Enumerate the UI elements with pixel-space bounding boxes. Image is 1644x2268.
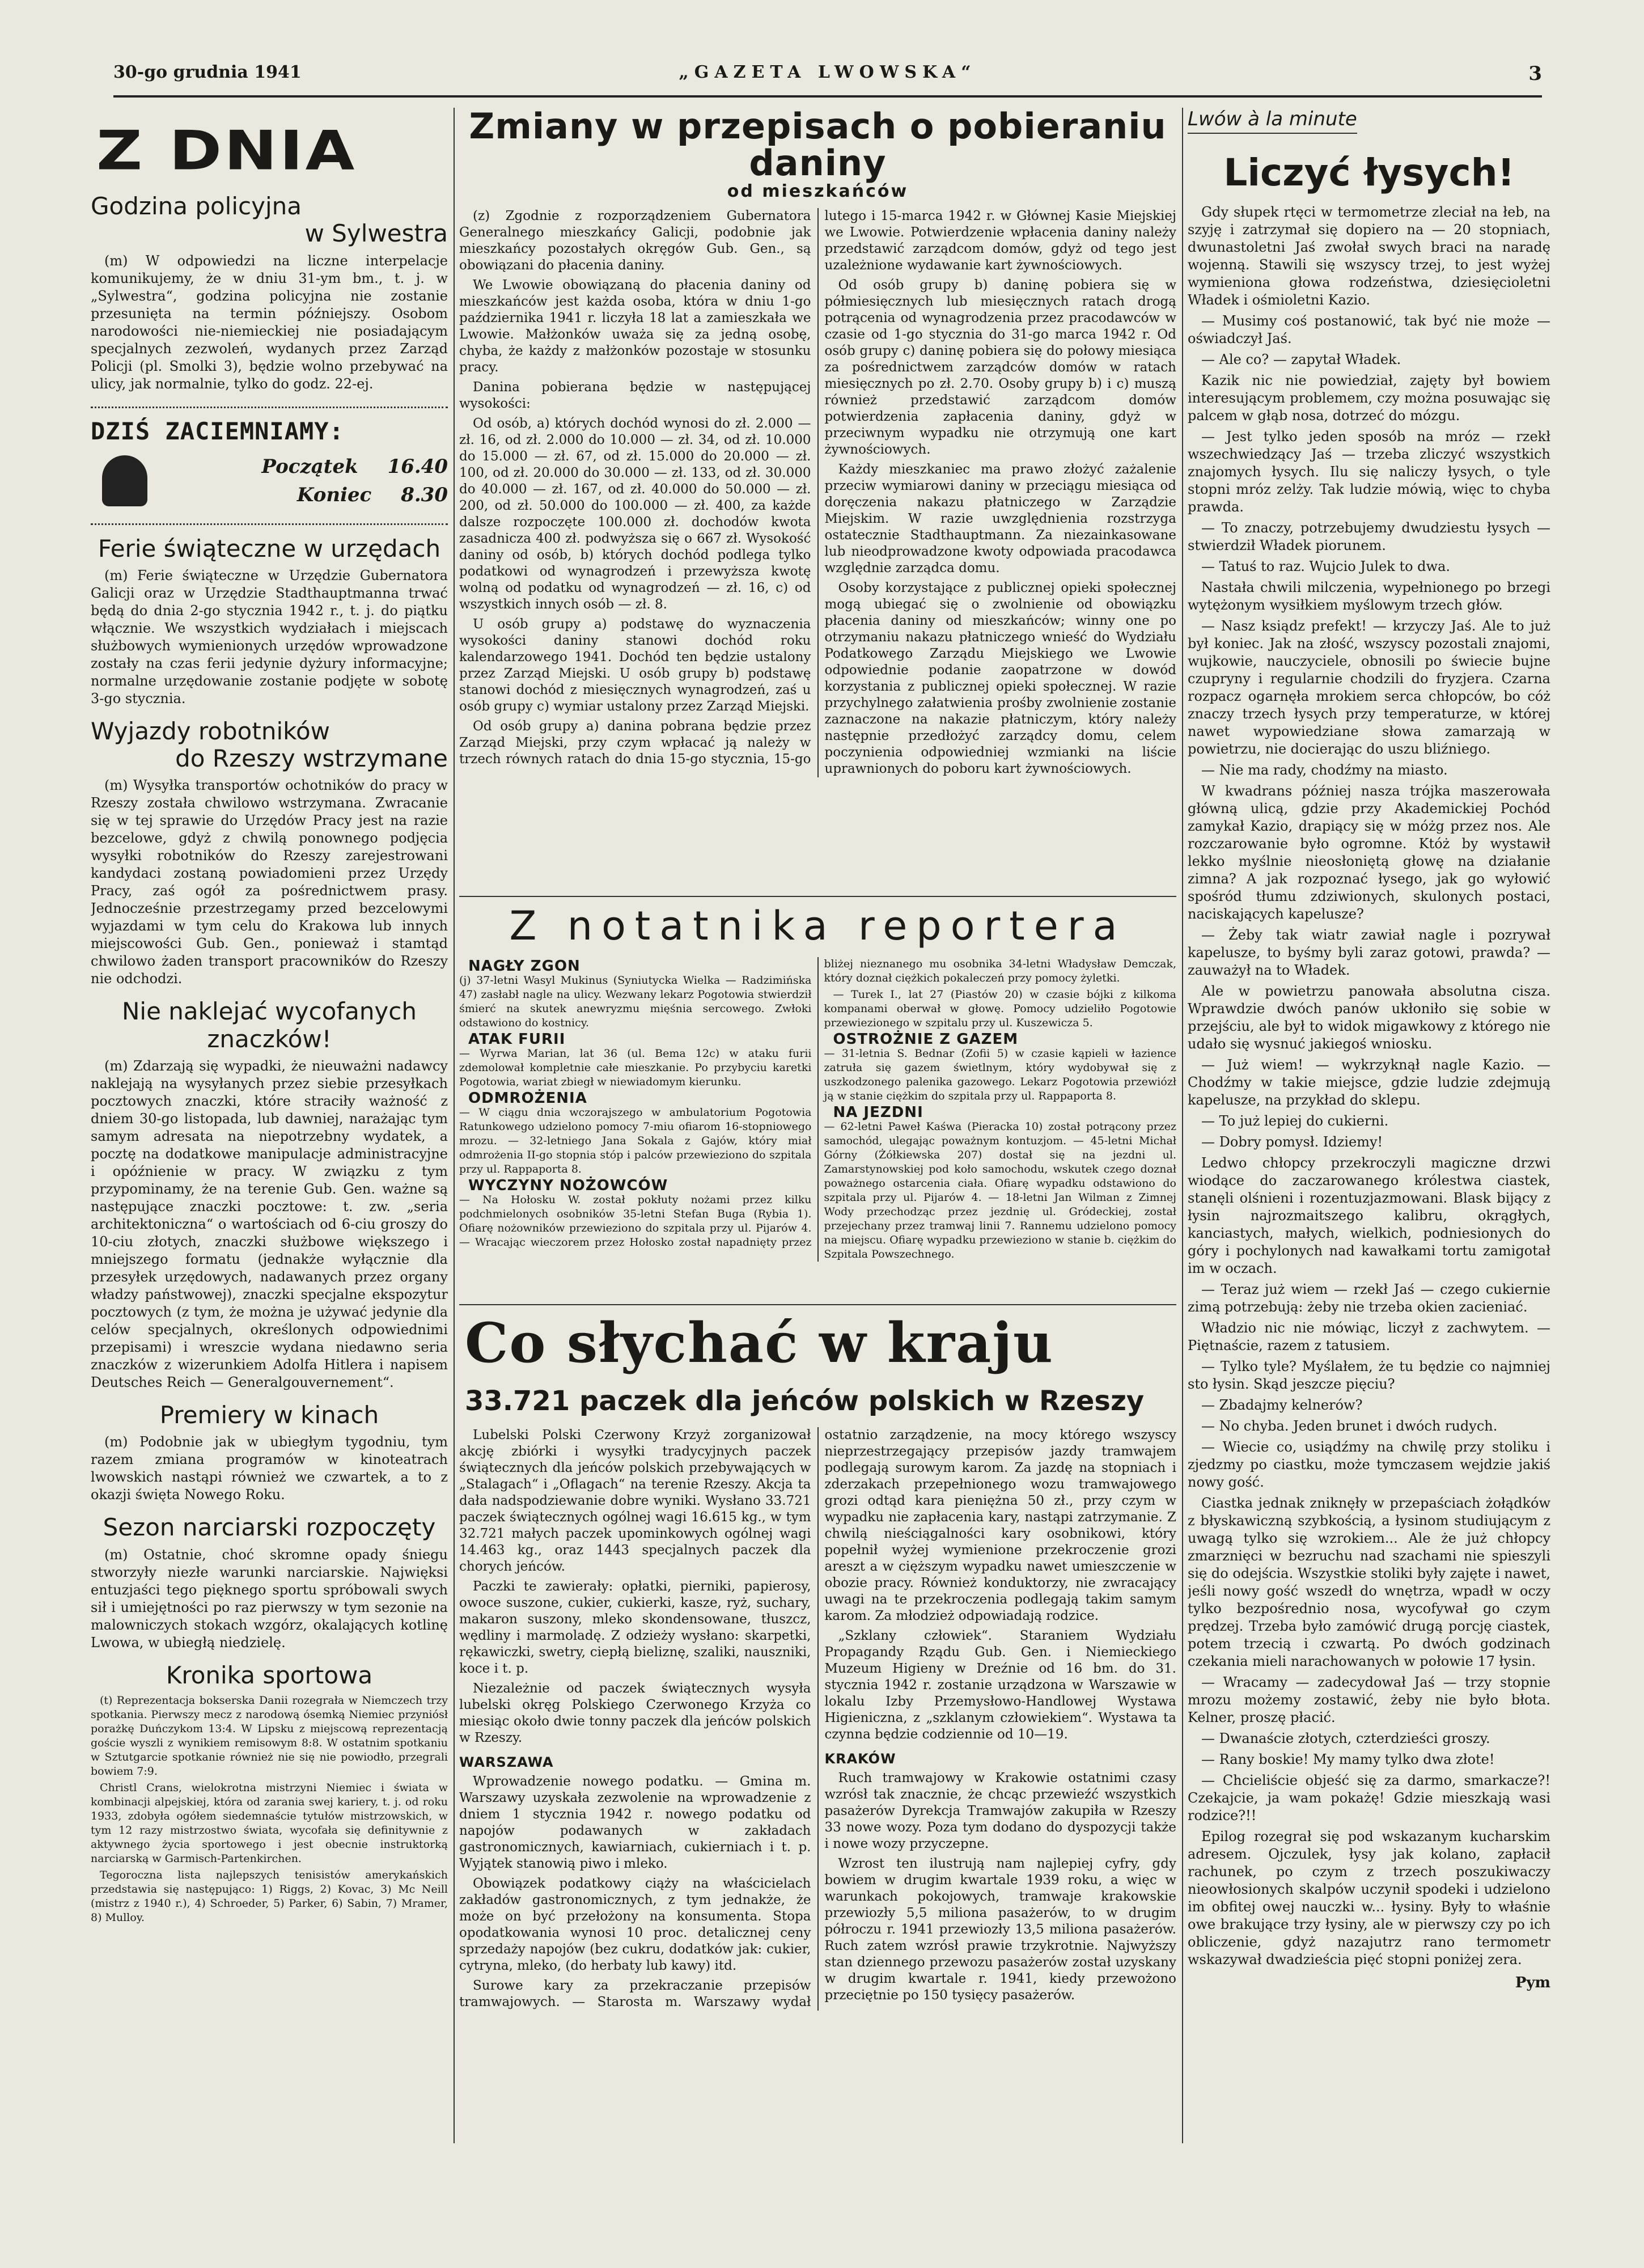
paragraph: — Rany boskie! My mamy tylko dwa złote! — [1201, 1751, 1495, 1767]
note-heading: ATAK FURII — [468, 1031, 566, 1048]
paragraph: — Dwanaście złotych, czterdzieści groszy. — [1201, 1730, 1490, 1746]
reporter-notes — [459, 890, 1176, 1276]
left-column — [91, 108, 448, 2132]
paragraph: Ale w powietrzu panowała absolutna cisza. Wprawdzie dwóch panów ukłoniło się sobie w przejściu, ale był to widok migawkowy z którego nie udało się wysnuć jakiegoś wniosku. — [1188, 983, 1550, 1052]
paragraph: — To już lepiej do cukierni. — [1201, 1113, 1389, 1129]
note-item — [824, 1033, 1177, 1103]
section-rule — [459, 1304, 1176, 1305]
article-heading: Sezon narciarski rozpoczęty — [103, 1513, 436, 1542]
paragraph: — Żeby tak wiatr zawiał nagle i pozrywał kapelusze, to byśmy byli zaraz gotowi, prawda? — zauważył na to Władek. — [1188, 927, 1550, 978]
blackout-end — [274, 484, 448, 506]
article-body: (m) Podobnie jak w ubiegłym tygodniu, tym razem zmiana programów w kinoteatrach lwowskich nastąpi również we czwartek, a to z okazji święta Nowego Roku. — [91, 1434, 448, 1503]
sport-item: (t) Reprezentacja bokserska Danii rozegrała w Niemczech trzy spotkania. Pierwszy mecz z narodową ósemką Niemiec przyniósł porażkę Duńczykom 13:4. W Lipsku z miejscową reprezentacją goście wyszli z wynikiem remisowym 8:8. W ostatnim spotkaniu w Sztutgarcie spotkanie również nie się nie powiodło, przegrali bowiem 7:9. — [91, 1694, 448, 1778]
page-header — [113, 62, 1542, 96]
heading-line: Nie naklejać wycofanych — [121, 997, 417, 1026]
tax-article-body — [459, 208, 1176, 777]
paragraph: — Nie ma rady, chodźmy na miasto. — [1201, 762, 1448, 778]
paragraph: Ledwo chłopcy przekroczyli magiczne drzwi wiodące do zaczarowanego królestwa ciastek, stanęli olśnieni i rozentuzjazmowani. Blask bijący z łysin najrozmaitszego kalibru, okrągłych, kanciastych, małych, wielkich, podniesionych do góry i pochylonych nad kawałkami tortu zamigotał im w oczach. — [1188, 1155, 1550, 1276]
paragraph: — Ale co? — zapytał Władek. — [1201, 352, 1401, 367]
paragraph: We Lwowie obowiązaną do płacenia daniny od mieszkańców jest każda osoba, która w dniu 1-go października 1941 r. liczyła 18 lat a zamieszkała we Lwowie. Małżonków uważa się za jedną osobę, chyba, że każdy z małżonków pozostaje w stosunku pracy. — [459, 278, 811, 375]
heading-line: Godzina policyjna — [91, 192, 302, 220]
paragraph: — Musimy coś postanowić, tak być nie może — oświadczył Jaś. — [1188, 313, 1550, 346]
tax-article-title: Zmiany w przepisach o pobieraniu daniny — [469, 108, 1167, 184]
blackout-end-time: 8.30 — [401, 483, 448, 506]
note-heading: WYCZYNY NOŻOWCÓW — [468, 1177, 668, 1194]
paragraph: (z) Zgodnie z rozporządzeniem Gubernatora Generalnego mieszkańcy Galicji, podobnie jak mieszkańcy pozostałych okręgów Gub. Gen., są obowiązani do płacenia daniny. — [459, 209, 811, 273]
article-body: (m) W odpowiedzi na liczne interpelacje komunikujemy, że w dniu 31-ym bm., t. j. w „Sylwestra“, godzina policyjna nie zostanie przesunięta na termin późniejszy. Osobom narodowości nie-niemieckiej nie posiadającym specjalnych zezwoleń, wydanych przez Zarząd Policji (pl. Smolki 3), będzie wolno przebywać na ulicy, jak normalnie, tylko do godz. 22-ej. — [91, 252, 448, 392]
article-body: (m) Zdarzają się wypadki, że nieuważni nadawcy naklejają na wysyłanych przez siebie przesyłkach pocztowych znaczki, które straciły ważność z dniem 30-go listopada, lub dawniej, narażając tym samym adresata na niepotrzebny wydatek, a pocztę na dodatkowe manipulacje administracyjne i opóźnienie w pracy. W związku z tym przypominamy, że na terenie Gub. Gen. ważne są następujące znaczki pocztowe: t. zw. „seria architektoniczna“ o wartościach od 6-ciu groszy do 10-ciu złotych, znaczki służbowe większego i mniejszego formatu (jednakże wyłącznie dla przesyłek urzędowych, nadawanych przez organy władzy państwowej), znaczki specjalne ekspozytur pocztowych (z tym, że można je używać jedynie dla celów specjalnych, określonych odpowiednimi przepisami) i wreszcie wydana niedawno seria znaczków z wizerunkiem Adolfa Hitlera i napisem Deutsches Reich — Generalgouvernement“. — [91, 1058, 448, 1391]
paragraph: Obowiązek podatkowy ciąży na właścicielach zakładów gastronomicznych, z tym jednakże, że może on być przełożony na konsumenta. Stopa opodatkowania wynosi 10 proc. detalicznej ceny sprzedaży napojów (bez cukru, dodatków jak: cukier, cytryna, mleko, (do herbaty lub kawy) itd. — [459, 1876, 811, 1973]
note-text: — Turek I., lat 27 (Piastów 20) w czasie bójki z kilkoma kompanami oberwał w głowę. Pomocy udzieliło Pogotowie przewiezionego w szpitalu przy ul. Kuszewicza 5. — [824, 988, 1176, 1029]
paragraph: — Dobry pomysł. Idziemy! — [1201, 1134, 1383, 1150]
note-text: — 62-letni Paweł Kaśwa (Pieracka 10) został potrącony przez samochód, ulegając poważnym kontuzjom. — 45-letni Michał Górny (Żółkiewska 207) dostał się na jezdni ul. Zamarstynowskiej pod koło samochodu, wskutek czego doznał poważnego ostarcenia ciała. Ofiarę wypadku odstawiono do szpitala przy ul. Pijarów 4. — 18-letni Jan Wilman z Zimnej Wody przechodząc przez jezdnię ul. Gródeckiej, został przejechany przez tramwaj linii 7. Rannemu udzielono pomocy na miejscu. Ofiarę wypadku przewieziono w stanie b. ciężkim do Szpitala Powszechnego. — [824, 1120, 1176, 1260]
paragraph: Od osób grupy b) daninę pobiera się w półmiesięcznych lub miesięcznych ratach drogą potrącenia od wynagrodzenia przez pracodawców w czasie od 1-go stycznia do 31-go marca 1942 r. Od osób grupy c) daninę pobiera się do połowy miesiąca za pośrednictwem zarządców domów w ratach miesięcznych po zł. 2.70. Osoby grupy b) i c) muszą również przedstawić zarządcom domów potwierdzenia zapłacenia daniny, gdyż w przeciwnym wypadku nie otrzymują one kart żywnościowych. — [824, 278, 1176, 458]
country-news — [459, 1298, 1176, 2143]
paragraph: Wzrost ten ilustrują nam najlepiej cyfry, gdy bowiem w drugim kwartale 1939 roku, a więc w warunkach pokojowych, tramwaje krakowskie przewiozły 5,5 miliona pasażerów, to w drugim półroczu r. 1941 przewiozły 13,5 miliona pasażerów. Ruch zatem wzrósł prawie trzykrotnie. Najwyższy stan dziennego przewozu pasażerów został uzyskany w drugim kwartale r. 1941, kiedy przewożono przeciętnie po 150 tysięcy pasażerów. — [824, 1856, 1176, 2003]
article-heading: Premiery w kinach — [159, 1401, 379, 1429]
feuilleton-body — [1188, 204, 1550, 1969]
note-item — [459, 959, 812, 1030]
paragraph: Niezależnie od paczek świątecznych wysyła lubelski okręg Polskiego Czerwonego Krzyża co miesiąc około dwie tonny paczek dla jeńców polskich w Rzeszy. — [459, 1681, 811, 1745]
paragraph: — Jest tylko jeden sposób na mróz — rzekł wszechwiedzący Jaś — trzeba zliczyć wszystkich znajomych łysych. Ilu się naliczy łysych, o tyle stopni mróz zelży. Tak ludzie mówią, więc to chyba prawda. — [1188, 429, 1550, 515]
paragraph: — Teraz już wiem — rzekł Jaś — czego cukiernie zimą potrzebują: żeby nie trzeba okien zacieniać. — [1188, 1281, 1550, 1315]
column-rule — [454, 108, 455, 2143]
city-heading: WARSZAWA — [459, 1754, 554, 1770]
header-rule — [113, 95, 1542, 98]
article-heading — [91, 998, 448, 1053]
column-rule — [1182, 108, 1183, 2143]
article-heading — [91, 718, 448, 773]
paragraph: U osób grupy a) podstawę do wyznaczenia wysokości daniny stanowi dochód roku kalendarzowego 1941. Dochód ten będzie ustalony przez Zarząd Miejski. U osób grupy b) podstawę stanowi dochód z miesięcznych wynagrodzeń, zaś u osób grupy c) wymiar ustalony przez Zarząd Miejski. — [459, 617, 811, 714]
article-heading: Kronika sportowa — [166, 1661, 373, 1689]
article-body: (m) Ferie świąteczne w Urzędzie Gubernatora Galicji oraz w Urzędzie Stadthauptmanna trwać będą do dnia 2-go stycznia 1942 r., t. j. do piątku włącznie. We wszystkich wydziałach i miejscach służbowych wymienionych urzędów wprowadzone zostały na czas ferii jedynie dyżury informacyjne; normalne urzędowanie zostanie podjęte w sobotę 3-go stycznia. — [91, 567, 448, 706]
note-text: — 31-letnia S. Bednar (Zofii 5) w czasie kąpieli w łazience zatruła się gazem świetlnym, który wydobywał się z uszkodzonego palenika gazowego. Lekarz Pogotowia przewiózł ją w stanie ciężkim do szpitala przy ul. Rappaporta 8. — [824, 1047, 1176, 1102]
note-item — [459, 1033, 812, 1089]
article-heading — [91, 193, 448, 248]
paragraph: — Tatuś to raz. Wujcio Julek to dwa. — [1201, 558, 1451, 574]
note-heading: OSTROŻNIE Z GAZEM — [833, 1031, 1019, 1048]
article-body: (m) Wysyłka transportów ochotników do pracy w Rzeszy została chwilowo wstrzymana. Zwracanie się w tej sprawie do Urzędów Pracy jest na razie bezcelowe, gdyż z chwilą ponownego podjęcia wysyłki robotników do Rzeszy zarejestrowani kandydaci zostaną powiadomieni przez Urzędy Pracy, zaś ogół za pośrednictwem prasy. Jednocześnie przestrzegamy przed bezcelowymi wyjazdami w tym celu do Krakowa lub innych miejscowości Gub. Gen., ponieważ i stamtąd chwilowo żaden transport pracowników do Rzeszy nie odchodzi. — [91, 777, 448, 987]
heading-line: znaczków! — [207, 1025, 332, 1053]
reporter-notes-body — [459, 957, 1176, 1262]
paragraph: Lubelski Polski Czerwony Krzyż zorganizował akcję zbiórki i wysyłki tradycyjnych paczek świątecznych dla jeńców polskich przebywających w „Stalagach“ i „Oflagach“ na terenie Rzeszy. Akcja ta dała nadspodziewanie dobre wyniki. Wysłano 33.721 paczek świątecznych ogólnej wagi 16.615 kg., w tym 32.721 małych paczek upominkowych ogólnej wagi 14.463 kg., oraz 1443 specjalnych paczek dla chorych jeńców. — [459, 1428, 811, 1574]
paragraph: Od osób, a) których dochód wynosi do zł. 2.000 — zł. 16, od zł. 2.000 do 10.000 — zł. 34, od zł. 10.000 do 15.000 — zł. 67, od zł. 15.000 do 20.000 — zł. 100, od zł. 20.000 do 30.000 — zł. 133, od zł. 30.000 do 40.000 — zł. 167, od zł. 40.000 do 50.000 — zł. 200, od zł. 50.000 do 100.000 — zł. 400, za każde dalsze rozpoczęte 100.000 zł. dochodów kwota zasadnicza 400 zł. podwyższa się o 667 zł. Wysokość daniny od osób, b) których dochód podlega tylko podatkowi od wynagrodzeń i przewyższa kwotę wolną od podatku od wynagrodzeń — zł. 16, c) od wszystkich innych osób — zł. 8. — [459, 416, 811, 612]
paragraph: „Szklany człowiek“. Staraniem Wydziału Propagandy Rządu Gub. Gen. i Niemieckiego Muzeum Higieny w Dreźnie od 16 bm. do 31. stycznia 1942 r. zostanie urządzona w Warszawie w lokalu Izby Przemysłowo-Handlowej Wystawa Higieniczna, z „szklanym człowiekiem“. Wystawa ta czynna będzie codziennie od 10—19. — [824, 1628, 1176, 1742]
article-body: (m) Ostatnie, choć skromne opady śniegu stworzyły niezłe warunki narciarskie. Najwięksi entuzjaści tego pięknego sportu spróbowali swych sił i umiejętności po raz pierwszy w tym sezonie na malowniczych stokach wzgórz, okalających kotlinę Lwowa, w ubiegłą niedzielę. — [91, 1546, 448, 1651]
blackout-box — [91, 407, 448, 525]
paragraph: — Chcieliście objeść się za darmo, smarkacze?! Czekajcie, ja wam pokażę! Gdzie mieszkają wasi rodzice?!! — [1188, 1772, 1550, 1823]
heading-line: w Sylwestra — [304, 219, 448, 248]
author-signature: Pym — [1515, 1974, 1550, 1991]
paragraph: Nastała chwili milczenia, wypełnionego po brzegi wytężonym wysiłkiem myślowym trzech głów. — [1188, 579, 1550, 613]
paragraph: Każdy mieszkaniec ma prawo złożyć zażalenie przeciw wymiarowi daniny w przeciągu miesiąca od doręczenia nakazu płatniczego w Zarządzie Miejskim. W razie uwzględnienia rozstrzyga ostatecznie Stadthauptmann. Za niezainkasowane lub nieodprowadzone kwoty odpowiada pracodawca względnie zarządca domu. — [824, 462, 1176, 576]
blackout-start-label: Początek — [261, 455, 358, 478]
paragraph: Ruch tramwajowy w Krakowie ostatnimi czasy wzrósł tak znacznie, że chcąc przewieźć wszystkich pasażerów Dyrekcja Tramwajów zakupiła w Rzeszy 33 nowe wozy. Poza tym dodano do dyspozycji także i nowe wozy przyczepne. — [824, 1771, 1176, 1851]
paragraph: Kazik nic nie powiedział, zajęty był bowiem interesującym problemem, czy można posuwając się palcem w głąb nosa, dotrzeć do mózgu. — [1188, 373, 1550, 424]
paragraph: Surowe kary za przekraczanie przepisów tramwajowych. — Starosta m. Warszawy wydał ostatnio zarządzenie, na mocy którego wszyscy nieprzestrzegający przepisów jazdy tramwajem podlegają surowym karom. Za jazdę na stopniach i zderzakach przepełnionego wozu tramwajowego grozi odtąd kara pieniężna 50 zł., przy czym w wypadku nie zapłacenia kary, nastąpi zatrzymanie. Z chwilą nieściągalności kary osobnikowi, który popełnił wyżej wymienione przekroczenie grozi areszt a w cięższym wypadku nawet umieszczenie w obozie pracy. Również konduktorzy, nie zwracający uwagi na te przekroczenia podlegają takim samym karom. Za młodzież odpowiadają rodzice. — [459, 1428, 1176, 2009]
paragraph: Danina pobierana będzie w następującej wysokości: — [459, 380, 811, 412]
note-item — [824, 988, 1177, 1030]
reporter-notes-title: Z notatnika reportera — [509, 903, 1126, 949]
city-heading: KRAKÓW — [824, 1751, 896, 1767]
country-news-subtitle: 33.721 paczek dla jeńców polskich w Rzeszy — [465, 1385, 1145, 1417]
note-text: — Wyrwa Marian, lat 36 (ul. Bema 12c) w ataku furii zdemolował kompletnie całe mieszkanie. Po przybyciu karetki Pogotowia, wariat zbiegł w niewiadomym kierunku. — [459, 1047, 812, 1088]
note-heading: NAGŁY ZGON — [468, 958, 581, 975]
paragraph: Ciastka jednak zniknęły w przepaściach żołądków z błyskawiczną szybkością, a łysinom studiującym z uwagą tylko się wzrokiem... Ale że już chłopcy zmarznięci w bezruchu nad szachami nie spieszyli się do odejścia. Wszystkie stoliki były zajęte i nawet, jeśli nowy gość wszedł do wnętrza, wpadł w oczy tylko bezpośrednio nosa, wycofywał go czym prędzej. Trzeba było zamówić drugą porcję ciastek, potem trzecią i czwartą. Po dwóch godzinach czekania mieli narachowanych w połowie 17 łysin. — [1188, 1495, 1550, 1669]
right-column — [1188, 108, 1550, 2149]
paragraph: — No chyba. Jeden brunet i dwóch rudych. — [1201, 1418, 1498, 1434]
article-heading: Ferie świąteczne w urzędach — [98, 534, 441, 562]
tax-article — [459, 108, 1176, 890]
note-item — [824, 1106, 1177, 1262]
paragraph: — Już wiem! — wykrzyknął nagle Kazio. — Chodźmy w takie miejsce, gdzie ludzie zdejmują kapelusze, na przykład do sklepu. — [1188, 1057, 1550, 1108]
paragraph: Epilog rozegrał się pod wskazanym kucharskim adresem. Ojczulek, łysy jak kolano, zapłacił rachunek, po czym z trzech poszukiwaczy nieowłosionych skalpów uczynił spodeki i udzielono im obfitej owej nauczki w... łysiny. Były to właśnie owe brakujące trzy łysiny, ale w pierwszy czy po ich obliczenie, gdyż nazajutrz rano termometr wskazywał dwadzieścia pięć stopni poniżej zera. — [1188, 1829, 1550, 1967]
country-news-title: Co słychać w kraju — [465, 1311, 1054, 1375]
paragraph: Władzio nic nie mówiąc, liczył z zachwytem. — Piętnaście, razem z tatusiem. — [1188, 1320, 1550, 1353]
header-paper-name: „GAZETA LWOWSKA“ — [679, 62, 977, 82]
blackout-end-label: Koniec — [296, 483, 372, 506]
paragraph: Wprowadzenie nowego podatku. — Gmina m. Warszawy uzyskała zezwolenie na wprowadzenie z dniem 1 stycznia 1942 r. nowego podatku od napojów podawanych w zakładach gastronomicznych, kawiarniach, cukierniach i t. p. Wyjątek stanowią piwo i mleko. — [459, 1774, 811, 1871]
paragraph: — Nasz ksiądz prefekt! — krzyczy Jaś. Ale to już był koniec. Jak na złość, wszyscy pozostali znajomi, wujkowie, nauczyciele, obnosili po świecie bujne czupryny i regularnie chodzili do fryzjera. Czarna rozpacz ogarnęła mrokiem serca chłopców, bo cóż znaczy trzech łysych przy temperaturze, w której nawet wypowiedziane słowa zamarzają w powietrzu, nie docierając do uszu bliźniego. — [1188, 618, 1550, 757]
paragraph: — Zbadajmy kelnerów? — [1201, 1397, 1363, 1413]
note-heading: NA JEZDNI — [833, 1104, 923, 1121]
sport-item: Tegoroczna lista najlepszych tenisistów amerykańskich przedstawia się następująco: 1) Riggs, 2) Kovac, 3) Mc Neill (mistrz z 1940 r.), 4) Schroeder, 5) Parker, 6) Sabin, 7) Mramer, 8) Mulloy. — [91, 1868, 448, 1924]
z-dnia-masthead: Z DNIA — [96, 119, 357, 183]
note-text: (j) 37-letni Wasyl Mukinus (Syniutycka Wielka — Radzimińska 47) zasłabł nagle na ulicy. Wezwany lekarz Pogotowia stwierdził śmierć na skutek anewryzmu mięśnia sercowego. Zwłoki odstawiono do kostnicy. — [459, 974, 812, 1029]
note-text: — W ciągu dnia wczorajszego w ambulatorium Pogotowia Ratunkowego udzielono pomocy 7-miu ofiarom 16-stopniowego mrozu. — 32-letniego Jana Sokala z Gajów, który miał odmrożenia II-go stopnia stóp i palców przewieziono do szpitala przy ul. Rappaporta 8. — [459, 1106, 812, 1175]
blackout-start — [239, 455, 448, 478]
tax-article-subtitle: od mieszkańców — [727, 181, 909, 202]
blackout-start-time: 16.40 — [387, 455, 448, 478]
sport-item: Christl Crans, wielokrotna mistrzyni Niemiec i świata w kombinacji alpejskiej, która od zarania swej kariery, t. j. od roku 1933, zdobyła ogółem siedemnaście tytułów mistrzowskich, w tym 12 razy mistrzostwo świata, wycofała się definitywnie z aktywnego życia sportowego i jest obecnie instruktorką narciarską w Garmisch-Partenkirchen. — [91, 1781, 448, 1865]
paragraph: — Wiecie co, usiądźmy na chwilę przy stoliku i zjedzmy po ciastku, może tymczasem wejdzie jakiś nowy gość. — [1188, 1439, 1550, 1490]
header-page-number: 3 — [1528, 62, 1542, 85]
moon-icon — [102, 455, 147, 506]
paragraph: Gdy słupek rtęci w termometrze zleciał na łeb, na szyję i zatrzymał się dopiero na — 20 stopniach, dwunastoletni Jaś zwołał swych braci na naradę wojenną. Stawili się wszyscy trzej, to jest wyżej wymieniona głowa rodzeństwa, dziesięcioletni Władek i ośmioletni Kazio. — [1188, 204, 1550, 308]
paragraph: Osoby korzystające z publicznej opieki społecznej mogą ubiegać się o zwolnienie od obowiązku płacenia daniny od mieszkańców; winny one po otrzymaniu nakazu płatniczego wnieść do Wydziału Podatkowego Zarządu Miejskiego we Lwowie odpowiednie podanie zaopatrzone w dowód korzystania z publicznej opieki społecznej. W razie przychylnego załatwienia prośby zwolnienie zostanie zaznaczone na nakazie płatniczym, który należy następnie przedłożyć zarządcy domu, celem poczynienia odpowiedniej wzmianki na liście uprawnionych do poboru kart żywnościowych. — [824, 581, 1176, 777]
column-label: Lwów à la minute — [1188, 108, 1357, 134]
heading-line: do Rzeszy wstrzymane — [175, 744, 448, 773]
paragraph: — Wracamy — zadecydował Jaś — trzy stopnie mrozu możemy zostawić, żeby nie było błota. Kelner, proszę płacić. — [1188, 1674, 1550, 1725]
paragraph: — Tylko tyle? Myślałem, że tu będzie co najmniej sto łysin. Skąd jeszcze pięciu? — [1188, 1359, 1550, 1392]
paragraph: W kwadrans później nasza trójka maszerowała główną ulicą, gdzie przy Akademickiej Pochód zamykał Kazio, drapiący się w móżg przez nos. Ale rozczarowanie było ogromne. Któż by wystawił lekko myślnie nieosłoniętą głowę na działanie zimna? A jak rozpoznać łysego, jak go wyłowić spośród tłumu zdziwionych, skulonych postaci, naciskających kapelusze? — [1188, 783, 1550, 922]
paragraph: — To znaczy, potrzebujemy dwudziestu łysych — stwierdził Władek piorunem. — [1188, 520, 1550, 553]
blackout-title: DZIŚ ZACIEMNIAMY: — [91, 417, 344, 445]
header-date: 30-go grudnia 1941 — [113, 62, 302, 82]
feuilleton-title: Liczyć łysych! — [1223, 151, 1515, 194]
note-text: — Na Hołosku W. został pokłuty nożami przez kilku podchmielonych osobników 35-letni Stefan Buga (Rybia 1). Ofiarę nożowników przewieziono do szpitala przy ul. Pijarów 4. — Wracając wieczorem przez Hołosko został napadnięty przez bliżej nieznanego mu osobnika 34-letni Władysław Demczak, który doznał ciężkich pokaleczeń przy pomocy żyletki. — [459, 958, 1176, 1249]
heading-line: Wyjazdy robotników — [91, 717, 330, 745]
country-news-body — [459, 1427, 1176, 2011]
paragraph: Paczki te zawierały: opłatki, pierniki, papierosy, owoce suszone, cukier, cukierki, kasze, ryż, suchary, makaron suszony, mleko skondensowane, tłuszcz, wędliny i marmoladę. Z odzieży wysłano: skarpetki, rękawiczki, swetry, ciepłą bieliznę, szaliki, nauszniki, koce i t. p. — [459, 1579, 811, 1676]
note-item — [459, 1091, 812, 1177]
section-rule — [459, 896, 1176, 897]
note-heading: ODMROŻENIA — [468, 1090, 587, 1107]
paragraph: Od osób grupy a) danina pobrana będzie przez Zarząd Miejski, przy czym wpłacać ją należy w trzech równych ratach do dnia 15-go stycznia, 15-go lutego i 15-marca 1942 r. w Głównej Kasie Miejskiej we Lwowie. Potwierdzenie wpłacenia daniny należy przedstawić zarządcom domów, gdyż od tego jest uzależnione wydawanie kart żywnościowych. — [459, 209, 1176, 767]
